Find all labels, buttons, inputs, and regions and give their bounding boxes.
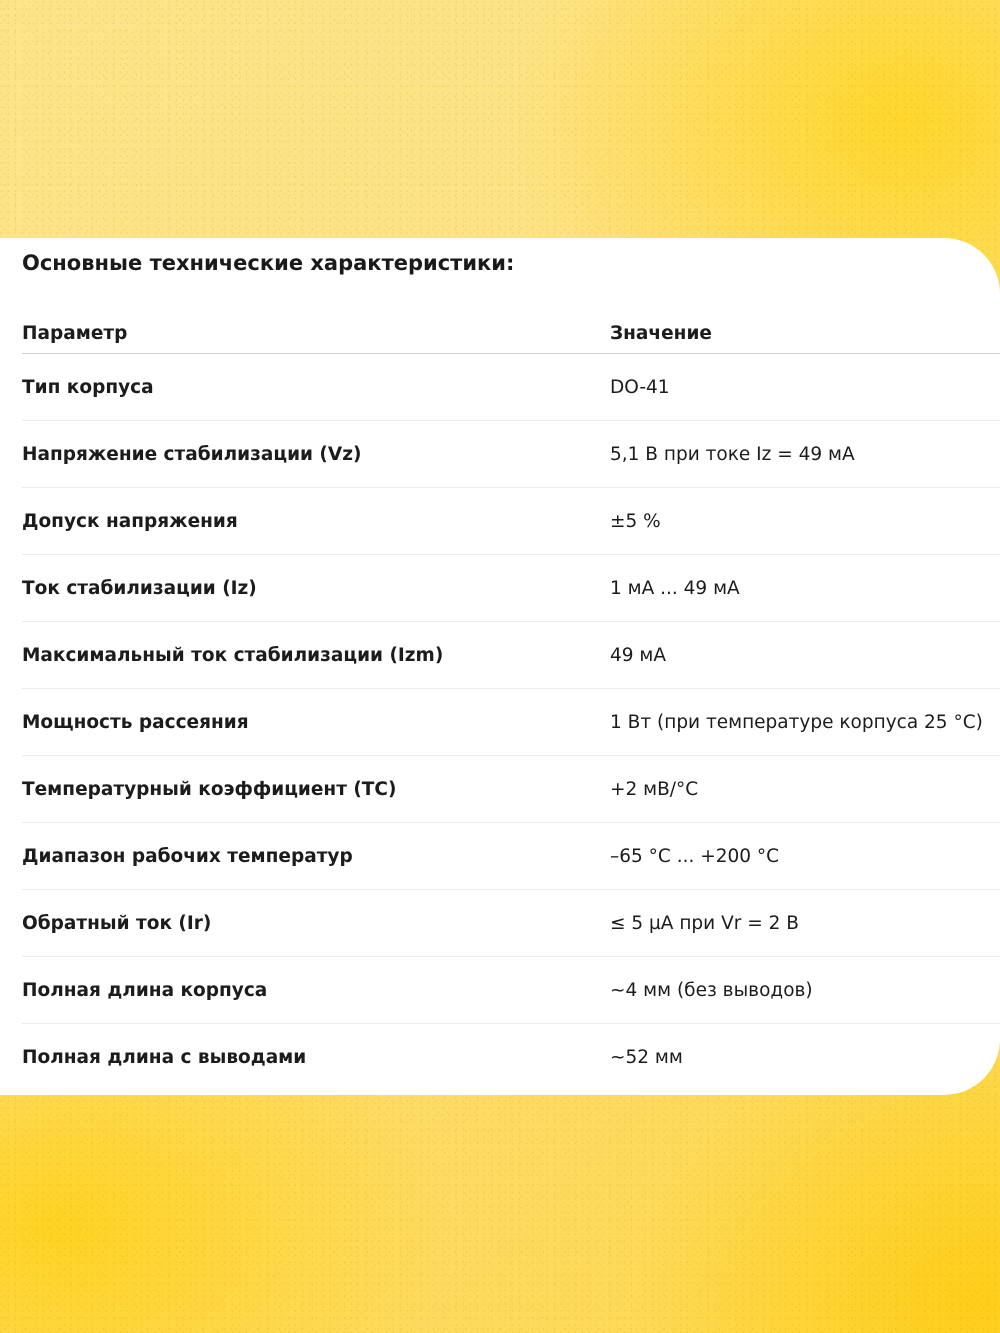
row-param: Максимальный ток стабилизации (Izm) — [22, 644, 444, 666]
table-row — [22, 555, 1000, 622]
table-row — [22, 756, 1000, 823]
row-value: 1 мА ... 49 мА — [610, 577, 740, 599]
page-title: Основные технические характеристики: — [22, 251, 515, 275]
row-value: 49 мА — [610, 644, 667, 666]
table-row — [22, 622, 1000, 689]
row-value: ~4 мм (без выводов) — [610, 979, 813, 1001]
row-value: ≤ 5 µA при Vr = 2 В — [610, 912, 799, 934]
table-row — [22, 421, 1000, 488]
table-row — [22, 823, 1000, 890]
table-row — [22, 488, 1000, 555]
header-value: Значение — [610, 323, 712, 344]
row-param: Напряжение стабилизации (Vz) — [22, 443, 362, 465]
row-value: 5,1 В при токе Iz = 49 мА — [610, 443, 855, 465]
row-value: 1 Вт (при температуре корпуса 25 °C) — [610, 711, 983, 733]
row-param: Обратный ток (Ir) — [22, 912, 212, 934]
table-row — [22, 689, 1000, 756]
row-param: Полная длина с выводами — [22, 1047, 307, 1068]
table-row — [22, 1024, 1000, 1091]
table-row — [22, 354, 1000, 421]
spec-table — [22, 298, 1000, 1091]
header-param: Параметр — [22, 323, 128, 344]
row-value: –65 °C ... +200 °C — [610, 845, 780, 867]
row-param: Диапазон рабочих температур — [22, 845, 353, 867]
table-row — [22, 957, 1000, 1024]
row-value: DO-41 — [610, 376, 670, 398]
row-param: Температурный коэффициент (TC) — [22, 778, 397, 800]
row-param: Полная длина корпуса — [22, 979, 268, 1001]
table-header — [22, 298, 1000, 354]
row-value: +2 мВ/°C — [610, 778, 699, 800]
row-param: Ток стабилизации (Iz) — [22, 577, 257, 599]
table-row — [22, 890, 1000, 957]
row-value: ±5 % — [610, 510, 661, 532]
row-param: Допуск напряжения — [22, 510, 238, 532]
row-param: Мощность рассеяния — [22, 711, 249, 733]
row-value: ~52 мм — [610, 1047, 683, 1068]
row-param: Тип корпуса — [22, 376, 154, 398]
